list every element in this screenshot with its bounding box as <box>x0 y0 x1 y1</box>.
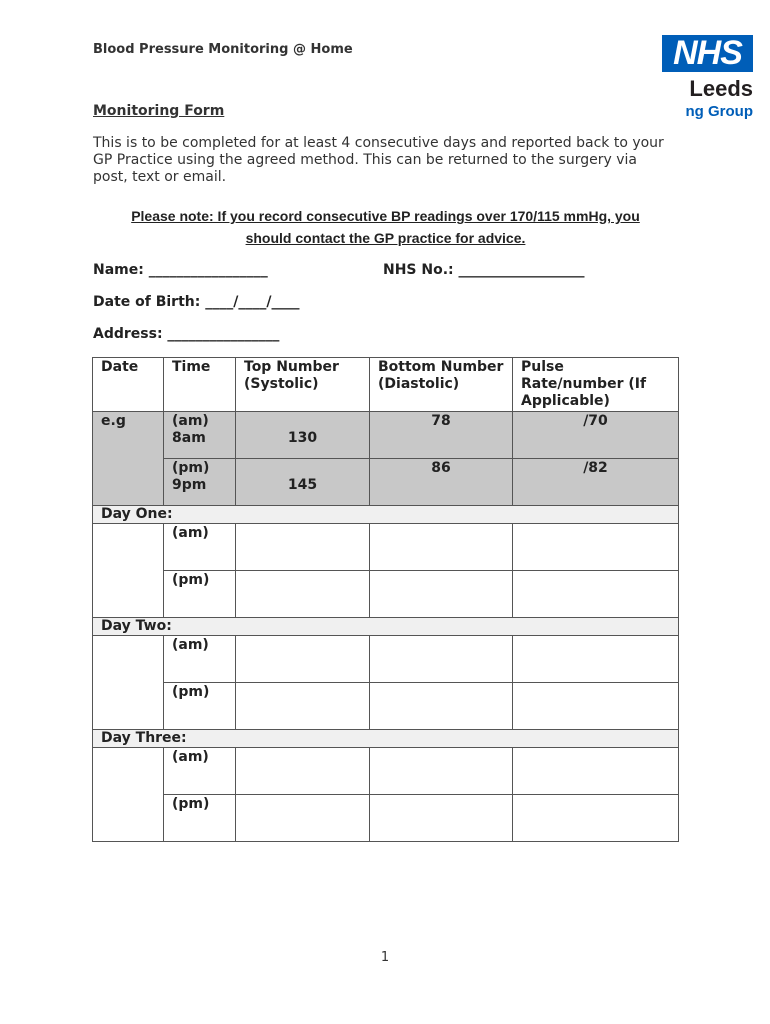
day-one-pm-diastolic-cell[interactable] <box>370 571 513 618</box>
day-three-am-diastolic-cell[interactable] <box>370 748 513 795</box>
intro-paragraph: This is to be completed for at least 4 consecutive days and reported back to your GP Practice using the agreed method. This can be returned to the surgery via post, text or email. <box>93 135 664 185</box>
header-bottom-number: Bottom Number (Diastolic) <box>370 358 513 412</box>
day-two-label: Day Two: <box>93 618 679 636</box>
day-three-date-cell[interactable] <box>93 748 164 842</box>
example-am-diastolic: 78 <box>370 412 513 459</box>
day-three-header-row <box>93 730 679 748</box>
day-one-am-label: (am) <box>164 524 236 571</box>
example-am-label: (am) <box>172 413 209 429</box>
example-label: e.g <box>93 412 164 506</box>
example-pm-time <box>164 459 236 506</box>
nhs-logo: NHS <box>662 35 753 72</box>
day-three-pm-row <box>93 795 679 842</box>
example-pm-label: (pm) <box>172 460 210 476</box>
day-three-label: Day Three: <box>93 730 679 748</box>
day-three-pm-label: (pm) <box>164 795 236 842</box>
date-of-birth-field[interactable]: Date of Birth: ____/____/____ <box>93 294 300 310</box>
day-two-pm-systolic-cell[interactable] <box>236 683 370 730</box>
name-field[interactable]: Name: _________________ <box>93 262 268 278</box>
advice-note-line-1: Please note: If you record consecutive BP readings over 170/115 mmHg, you <box>131 208 640 224</box>
day-three-am-label: (am) <box>164 748 236 795</box>
day-one-pm-systolic-cell[interactable] <box>236 571 370 618</box>
day-two-header-row <box>93 618 679 636</box>
day-one-date-cell[interactable] <box>93 524 164 618</box>
example-am-systolic: 130 <box>236 412 370 459</box>
day-two-am-systolic-cell[interactable] <box>236 636 370 683</box>
document-header-title: Blood Pressure Monitoring @ Home <box>93 42 353 57</box>
day-two-pm-pulse-cell[interactable] <box>513 683 679 730</box>
day-one-am-row <box>93 524 679 571</box>
address-field[interactable]: Address: ________________ <box>93 326 280 342</box>
example-pm-clock: 9pm <box>172 477 207 493</box>
example-pm-systolic: 145 <box>236 459 370 506</box>
table-header-row <box>93 358 679 412</box>
day-one-pm-pulse-cell[interactable] <box>513 571 679 618</box>
example-pm-diastolic: 86 <box>370 459 513 506</box>
bp-readings-table <box>92 357 679 842</box>
day-one-am-systolic-cell[interactable] <box>236 524 370 571</box>
day-two-date-cell[interactable] <box>93 636 164 730</box>
day-three-am-systolic-cell[interactable] <box>236 748 370 795</box>
day-one-pm-row <box>93 571 679 618</box>
advice-note <box>93 205 678 249</box>
day-three-pm-pulse-cell[interactable] <box>513 795 679 842</box>
day-two-am-pulse-cell[interactable] <box>513 636 679 683</box>
day-three-am-pulse-cell[interactable] <box>513 748 679 795</box>
group-logo-text: ng Group <box>685 103 753 120</box>
header-time: Time <box>164 358 236 412</box>
day-two-pm-label: (pm) <box>164 683 236 730</box>
header-top-number: Top Number (Systolic) <box>236 358 370 412</box>
day-three-am-row <box>93 748 679 795</box>
header-date: Date <box>93 358 164 412</box>
day-one-pm-label: (pm) <box>164 571 236 618</box>
day-one-header-row <box>93 506 679 524</box>
day-two-pm-row <box>93 683 679 730</box>
example-am-pulse: /70 <box>513 412 679 459</box>
example-am-clock: 8am <box>172 430 206 446</box>
day-three-pm-systolic-cell[interactable] <box>236 795 370 842</box>
day-two-am-label: (am) <box>164 636 236 683</box>
day-three-pm-diastolic-cell[interactable] <box>370 795 513 842</box>
example-pm-row <box>93 459 679 506</box>
page-number: 1 <box>380 950 390 965</box>
example-am-time <box>164 412 236 459</box>
header-pulse-rate: Pulse Rate/number (If Applicable) <box>513 358 679 412</box>
leeds-logo-text: Leeds <box>689 76 753 101</box>
form-title: Monitoring Form <box>93 103 225 119</box>
example-am-row <box>93 412 679 459</box>
day-two-am-row <box>93 636 679 683</box>
day-one-label: Day One: <box>93 506 679 524</box>
day-two-am-diastolic-cell[interactable] <box>370 636 513 683</box>
example-pm-pulse: /82 <box>513 459 679 506</box>
day-two-pm-diastolic-cell[interactable] <box>370 683 513 730</box>
nhs-number-field[interactable]: NHS No.: __________________ <box>383 262 585 278</box>
day-one-am-diastolic-cell[interactable] <box>370 524 513 571</box>
day-one-am-pulse-cell[interactable] <box>513 524 679 571</box>
advice-note-line-2: should contact the GP practice for advice. <box>245 230 526 246</box>
